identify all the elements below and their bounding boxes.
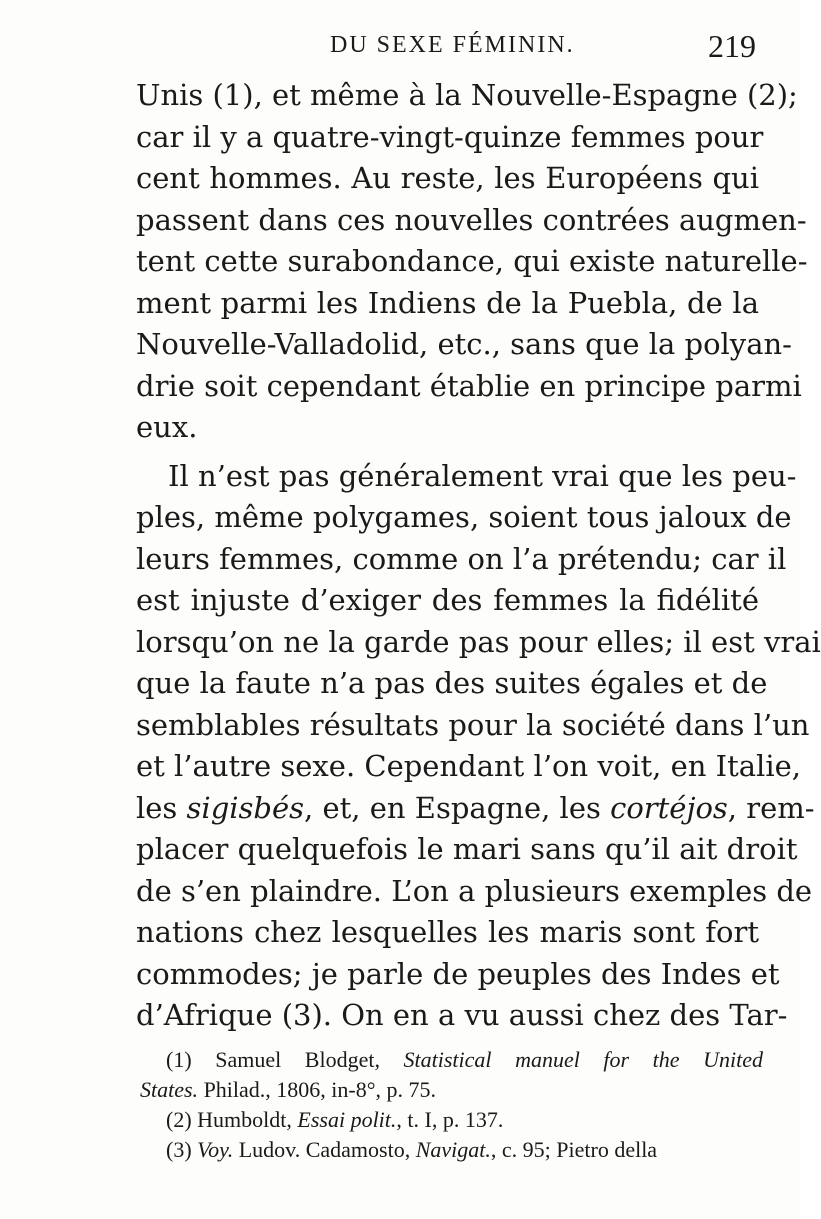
page-number: 219 (708, 28, 756, 64)
running-head: DU SEXE FÉMININ. (330, 32, 575, 58)
text-line: commodes; je parle de peuples des Indes et (136, 956, 780, 991)
text-line: tent cette surabondance, qui existe naturelle- (136, 244, 808, 278)
text-line: lorsqu’on ne la garde pas pour elles; il est vrai (136, 624, 821, 659)
italic-term-sigisbes: sigisbés (186, 790, 305, 825)
footnote-3: (3) Voy. Ludov. Cadamosto, Navigat., c. 95; Pietro della (166, 1137, 658, 1162)
text-line-with-italics (136, 788, 815, 830)
text-line: eux. (136, 410, 198, 444)
page-header (130, 28, 760, 68)
text-line: ples, même polygames, soient tous jaloux de (136, 500, 792, 534)
text-line: semblables résultats pour la société dans l’un (136, 707, 810, 742)
text-line: et l’autre sexe. Cependant l’on voit, en Italie, (136, 749, 801, 783)
text-line: placer quelquefois le mari sans qu’il ait droit (136, 832, 798, 866)
text-line: Nouvelle-Valladolid, etc., sans que la polyan- (136, 327, 792, 361)
footnote-3-title: Navigat. (415, 1137, 491, 1162)
text-line: car il y a quatre-vingt-quinze femmes pour (136, 119, 764, 154)
text-line: que la faute n’a pas des suites égales et de (136, 666, 768, 700)
text-line: leurs femmes, comme on l’a prétendu; car il (136, 541, 787, 576)
text-line: d’Afrique (3). On en a vu aussi chez des Tar- (136, 998, 788, 1032)
text-line: cent hommes. Au reste, les Européens qui (136, 161, 759, 195)
text-line: nations chez lesquelles les maris sont fort (136, 915, 759, 949)
footnote-1: (1) Samuel Blodget, Statistical manuel for the United (166, 1047, 763, 1072)
text-line: Unis (1), et même à la Nouvelle-Espagne (2); (136, 78, 798, 112)
footnote-2: (2) Humboldt, Essai polit., t. I, p. 137. (166, 1107, 504, 1132)
footnote-2-title: Essai polit. (297, 1107, 397, 1132)
text-segment: , et, en Espagne, les (304, 790, 611, 825)
text-line: ment parmi les Indiens de la Puebla, de la (136, 285, 759, 320)
italic-term-cortejos: cortéjos (610, 790, 728, 825)
text-line: est injuste d’exiger des femmes la fidélité (136, 583, 759, 617)
body-text (136, 75, 821, 1037)
footnotes (140, 1045, 763, 1165)
text-line: de s’en plaindre. L’on a plusieurs exemples de (136, 873, 813, 908)
footnote-1-cont: States. Philad., 1806, in-8°, p. 75. (140, 1077, 437, 1102)
text-line: passent dans ces nouvelles contrées augmen- (136, 202, 807, 237)
footnote-3-voy: Voy. (197, 1137, 234, 1162)
text-line: drie soit cependant établie en principe parmi (136, 368, 802, 403)
footnote-1-title: Statistical manuel for the United (403, 1047, 763, 1072)
text-line: Il n’est pas généralement vrai que les peu- (168, 458, 797, 493)
text-segment: , rem- (727, 790, 815, 825)
footnote-1-title-cont: States. (140, 1077, 199, 1102)
text-segment: les (136, 790, 187, 825)
